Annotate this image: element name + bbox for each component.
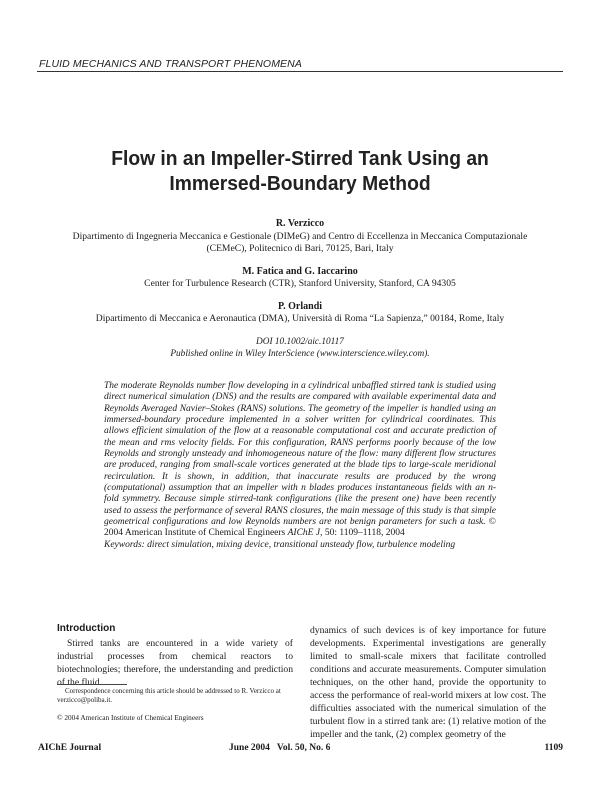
header-rule xyxy=(37,71,563,72)
author-affiliation: (CEMeC), Politecnico di Bari, 70125, Bari, Italy xyxy=(206,243,394,254)
page-number: 1109 xyxy=(544,743,563,753)
abstract-copyright: © 2004 American Institute of Chemical Engineers xyxy=(104,517,496,539)
body-column-right: dynamics of such devices is of key importance for future developments. Experimental investigations are generally limited to small-scale mixers that facilitate controlled conditions and accurate measurements. Computer simulation techniques, on the other hand, provide the opportunity to access the performance of real-world mixers at low cost. The difficulties associated with the numerical simulation of the turbulent flow in a stirred tank are: (1) relative motion of the impeller and the tank, (2) complex geometry of the xyxy=(310,625,546,740)
footnote: Correspondence concerning this article should be addressed to R. Verzicco at verzicco@poliba.it. xyxy=(57,687,281,704)
section-label: FLUID MECHANICS AND TRANSPORT PHENOMENA xyxy=(39,58,302,70)
author-name: P. Orlandi xyxy=(277,300,323,312)
author-group xyxy=(40,218,560,256)
copyright-notice: © 2004 American Institute of Chemical Engineers xyxy=(57,713,204,722)
footnote-rule xyxy=(57,684,127,685)
author-affiliation: Center for Turbulence Research (CTR), Stanford University, Stanford, CA 94305 xyxy=(144,278,456,289)
title-line-2: Immersed-Boundary Method xyxy=(169,172,431,195)
doi-block xyxy=(40,336,560,360)
abstract-body: The moderate Reynolds number flow developing in a cylindrical unbaffled stirred tank is studied using direct numerical simulation (DNS) and the results are compared with available experimental data and Reynolds Averaged Navier–Stokes (RANS) solutions. The geometry of the impeller is handled using an immersed-boundary procedure implemented in a solver written for cylindrical coordinates. This allows efficient simulation of the flow at a reasonable computational cost and accurate prediction of the mean and rms velocity fields. For this configuration, RANS performs poorly because of the low Reynolds and strongly unsteady and inhomogeneous nature of the flow: many different flow structures are produced, ranging from small-scale vortices generated at the blade tips to large-scale meridional recirculation. It is shown, in addition, that inaccurate results are produced by the wrong (computational) assumption that an impeller with n blades produces instantaneous fields with an n-fold symmetry. Because simple stirred-tank configurations (like the present one) have been recently used to assess the performance of several RANS closures, the main message of this study is that simple geometrical configurations and low Reynolds numbers are not benign parameters for such a task. xyxy=(104,381,496,528)
abstract-citation-details: 50: 1109–1118, 2004 xyxy=(322,528,405,539)
keywords: Keywords: direct simulation, mixing device, transitional unsteady flow, turbulence modeling xyxy=(104,539,456,550)
article-title xyxy=(56,146,545,196)
abstract xyxy=(104,381,496,551)
abstract-citation-journal: AIChE J, xyxy=(287,528,323,539)
doi: DOI 10.1002/aic.10117 xyxy=(256,336,344,347)
author-name: M. Fatica and G. Iaccarino xyxy=(242,265,358,277)
footer-date-volume: June 2004 Vol. 50, No. 6 xyxy=(229,743,331,753)
authors-block xyxy=(40,218,560,360)
author-affiliation: Dipartimento di Meccanica e Aeronautica (DMA), Università di Roma “La Sapienza,” 00184, Rome, Italy xyxy=(95,313,505,324)
body-column-left: Stirred tanks are encountered in a wide variety of industrial processes from chemical reactors to biotechnologies; therefore, the understanding and prediction of the fluid xyxy=(57,638,293,688)
author-affiliation: Dipartimento di Ingegneria Meccanica e Gestionale (DIMeG) and Centro di Eccellenza in Meccanica Computazionale xyxy=(72,230,528,242)
author-group xyxy=(40,301,560,326)
section-heading: Introduction xyxy=(57,623,116,634)
author-group xyxy=(40,266,560,291)
footer-journal: AIChE Journal xyxy=(38,743,102,753)
author-name: R. Verzicco xyxy=(275,218,325,229)
published-online: Published online in Wiley InterScience (www.interscience.wiley.com). xyxy=(170,348,430,359)
title-line-1: Flow in an Impeller-Stirred Tank Using an xyxy=(111,147,489,170)
